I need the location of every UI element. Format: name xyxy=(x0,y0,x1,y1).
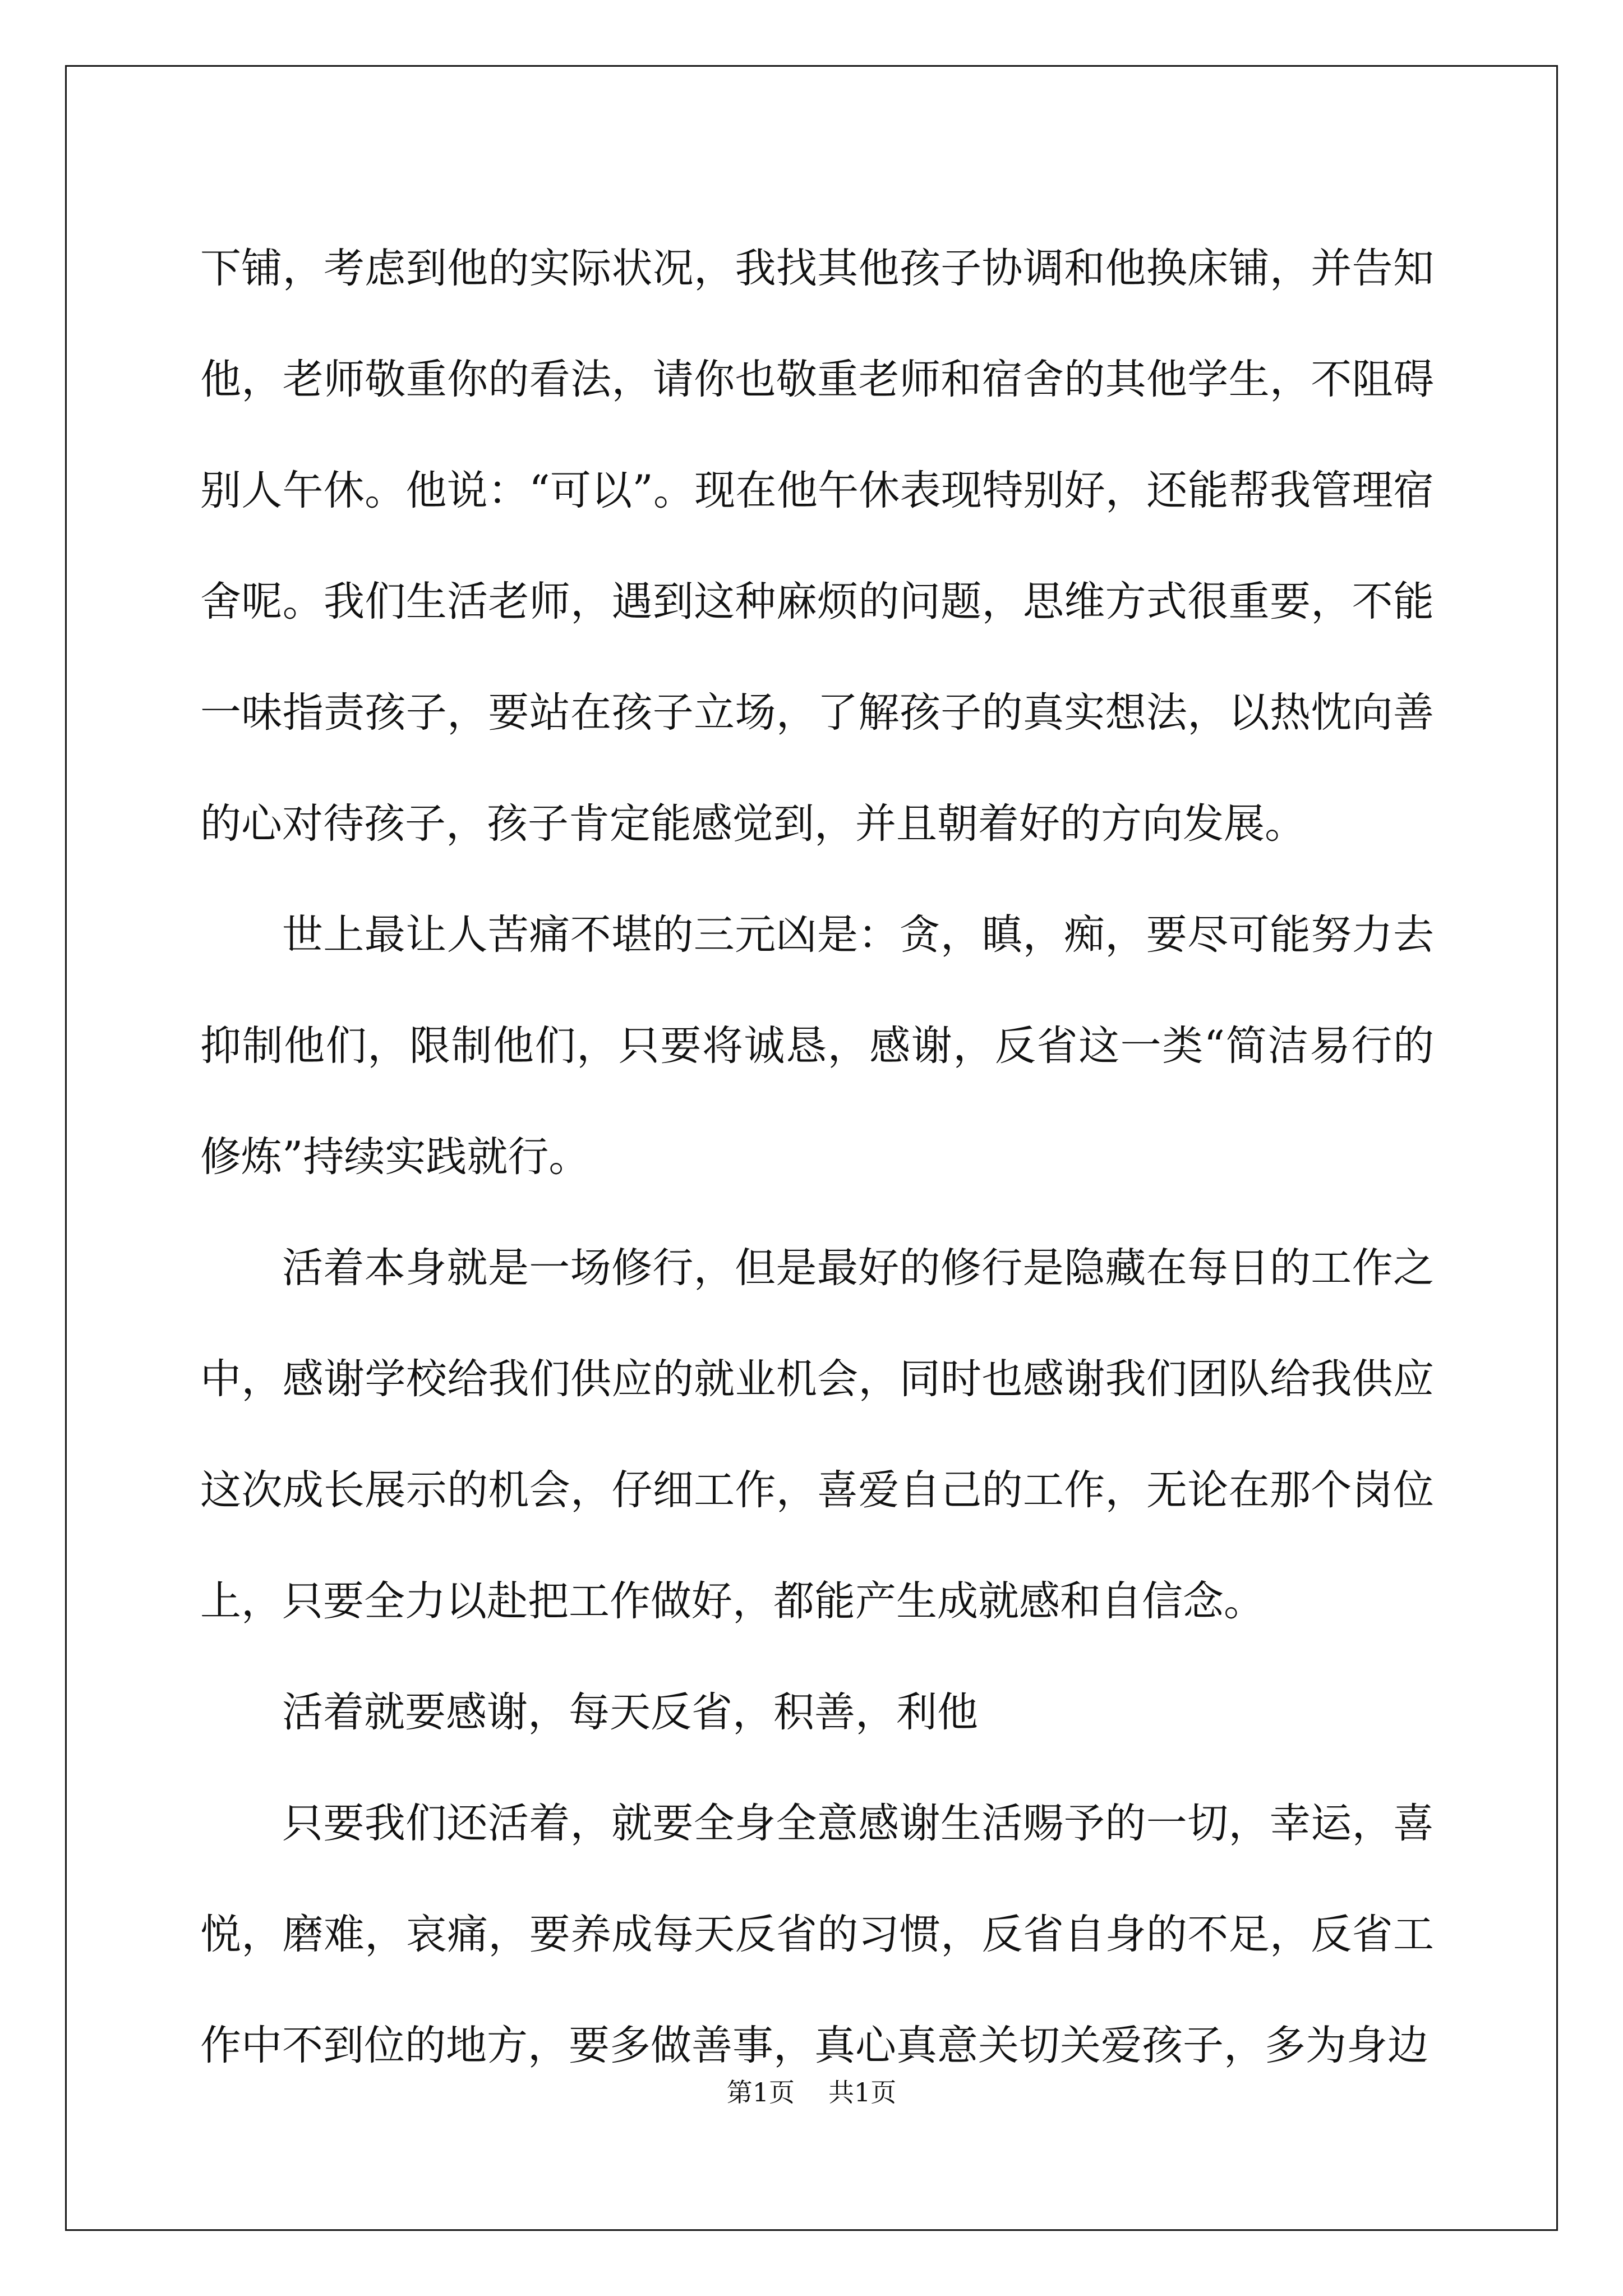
page-footer xyxy=(0,2076,1623,2109)
paragraph-3: 活着本身就是一场修行，但是最好的修行是隐藏在每日的工作之中，感谢学校给我们供应的就业机会，同时也感谢我们团队给我供应这次成长展示的机会，仔细工作，喜爱自己的工作，无论在那个岗位上，只要全力以赴把工作做好，都能产生成就感和自信念。 xyxy=(200,1244,1434,1625)
document-body xyxy=(200,213,1434,2101)
page-number-total: 共1页 xyxy=(828,2077,897,2108)
page-number-current: 第1页 xyxy=(726,2077,795,2108)
paragraph-4: 活着就要感谢，每天反省，积善，利他 xyxy=(282,1688,978,1736)
paragraph-5: 只要我们还活着，就要全身全意感谢生活赐予的一切，幸运，喜悦，磨难，哀痛，要养成每天反省的习惯，反省自身的不足，反省工作中不到位的地方，要多做善事，真心真意关切关爱孩子，多为身边 xyxy=(200,1800,1434,2069)
paragraph-1: 下铺，考虑到他的实际状况，我找其他孩子协调和他换床铺，并告知他，老师敬重你的看法，请你也敬重老师和宿舍的其他学生，不阻碍别人午休。他说：“可以”。现在他午休表现特别好，还能帮我管理宿舍呢。我们生活老师，遇到这种麻烦的问题，思维方式很重要，不能一味指责孩子，要站在孩子立场，了解孩子的真实想法，以热忱向善的心对待孩子，孩子肯定能感觉到，并且朝着好的方向发展。 xyxy=(200,245,1434,848)
paragraph-2: 世上最让人苦痛不堪的三元凶是：贪，瞋，痴，要尽可能努力去抑制他们，限制他们，只要将诚恳，感谢，反省这一类“简洁易行的修炼”持续实践就行。 xyxy=(200,911,1434,1181)
